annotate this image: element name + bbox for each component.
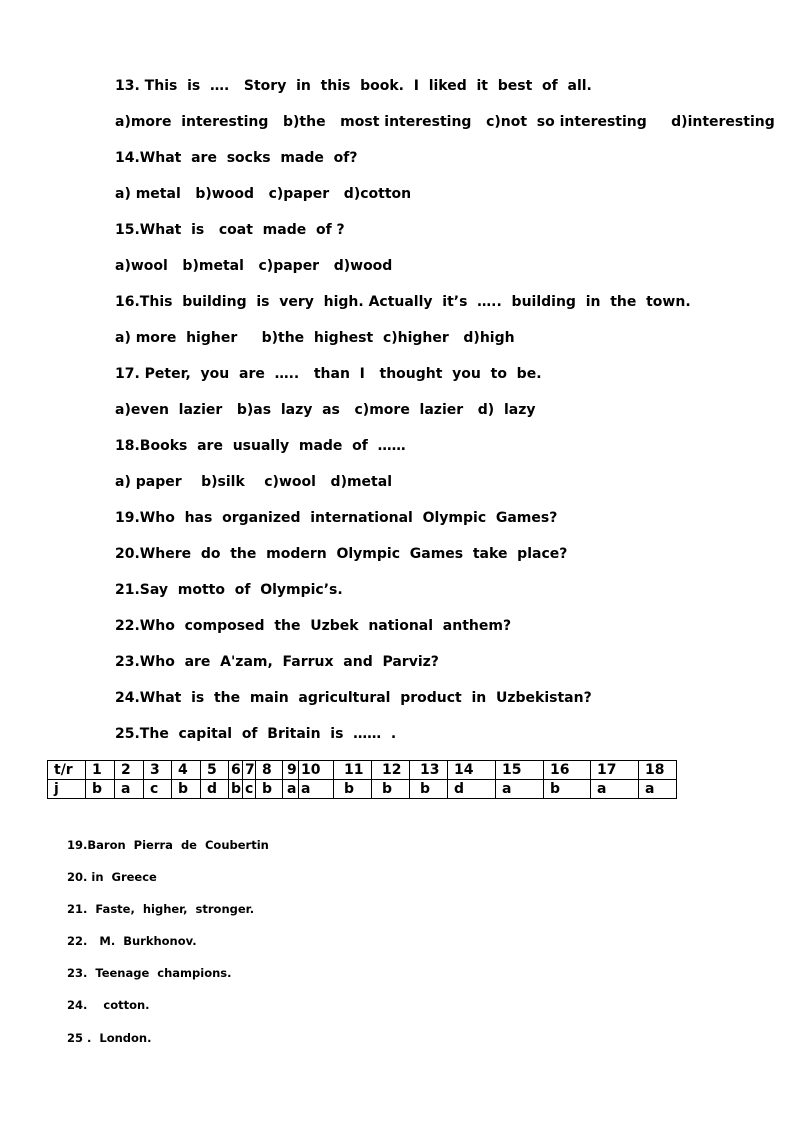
table-cell: j — [48, 780, 86, 799]
table-cell: d — [201, 780, 229, 799]
table-cell: 12 — [372, 761, 410, 780]
answer-key-19: 19.Baron Pierra de Coubertin — [67, 838, 269, 852]
table-cell: 11 — [334, 761, 372, 780]
table-cell: 18 — [639, 761, 677, 780]
answer-key-22: 22. M. Burkhonov. — [67, 934, 197, 948]
table-cell: d — [448, 780, 496, 799]
question-16: 16.This building is very high. Actually it’s ….. building in the town. — [115, 294, 691, 310]
table-cell: a — [115, 780, 144, 799]
table-cell: c — [243, 780, 256, 799]
answer-key-20: 20. in Greece — [67, 870, 157, 884]
answer-table — [47, 760, 677, 799]
question-15: 15.What is coat made of ? — [115, 222, 345, 238]
table-cell: 7 — [243, 761, 256, 780]
table-cell: b — [372, 780, 410, 799]
table-cell: b — [334, 780, 372, 799]
question-23: 23.Who are A'zam, Farrux and Parviz? — [115, 654, 439, 670]
table-cell: b — [544, 780, 591, 799]
table-cell: c — [144, 780, 172, 799]
table-cell: a — [639, 780, 677, 799]
table-cell: 15 — [496, 761, 544, 780]
question-13-options: a)more interesting b)the most interesting c)not so interesting d)interesting — [115, 114, 775, 130]
answer-table-answers-row — [48, 780, 677, 799]
question-22: 22.Who composed the Uzbek national anthem? — [115, 618, 512, 634]
question-19: 19.Who has organized international Olympic Games? — [115, 510, 558, 526]
table-cell: b — [172, 780, 201, 799]
table-cell: t/r — [48, 761, 86, 780]
table-cell: 8 — [256, 761, 283, 780]
answer-key-24: 24. cotton. — [67, 998, 150, 1012]
table-cell: b — [229, 780, 243, 799]
table-cell: b — [86, 780, 115, 799]
answer-key-23: 23. Teenage champions. — [67, 966, 232, 980]
table-cell: a — [496, 780, 544, 799]
table-cell: 5 — [201, 761, 229, 780]
question-16-options: a) more higher b)the highest c)higher d)high — [115, 330, 515, 346]
table-cell: a — [591, 780, 639, 799]
table-cell: 9 — [283, 761, 299, 780]
table-cell: 17 — [591, 761, 639, 780]
question-17: 17. Peter, you are ….. than I thought you to be. — [115, 366, 542, 382]
question-20: 20.Where do the modern Olympic Games take place? — [115, 546, 568, 562]
table-cell: a — [299, 780, 334, 799]
question-17-options: a)even lazier b)as lazy as c)more lazier d) lazy — [115, 402, 536, 418]
question-25: 25.The capital of Britain is …… . — [115, 726, 397, 742]
question-24: 24.What is the main agricultural product in Uzbekistan? — [115, 690, 592, 706]
question-15-options: a)wool b)metal c)paper d)wood — [115, 258, 393, 274]
table-cell: b — [410, 780, 448, 799]
table-cell: 1 — [86, 761, 115, 780]
table-cell: a — [283, 780, 299, 799]
question-14-options: a) metal b)wood c)paper d)cotton — [115, 186, 412, 202]
table-cell: 6 — [229, 761, 243, 780]
answer-table-header-row — [48, 761, 677, 780]
table-cell: 4 — [172, 761, 201, 780]
table-cell: 13 — [410, 761, 448, 780]
question-18-options: a) paper b)silk c)wool d)metal — [115, 474, 392, 490]
question-18: 18.Books are usually made of …… — [115, 438, 406, 454]
table-cell: 3 — [144, 761, 172, 780]
question-21: 21.Say motto of Olympic’s. — [115, 582, 343, 598]
table-cell: 16 — [544, 761, 591, 780]
table-cell: b — [256, 780, 283, 799]
question-14: 14.What are socks made of? — [115, 150, 358, 166]
question-13: 13. This is …. Story in this book. I liked it best of all. — [115, 78, 592, 94]
table-cell: 14 — [448, 761, 496, 780]
answer-key-21: 21. Faste, higher, stronger. — [67, 902, 255, 916]
table-cell: 2 — [115, 761, 144, 780]
table-cell: 10 — [299, 761, 334, 780]
answer-key-25: 25 . London. — [67, 1031, 152, 1045]
